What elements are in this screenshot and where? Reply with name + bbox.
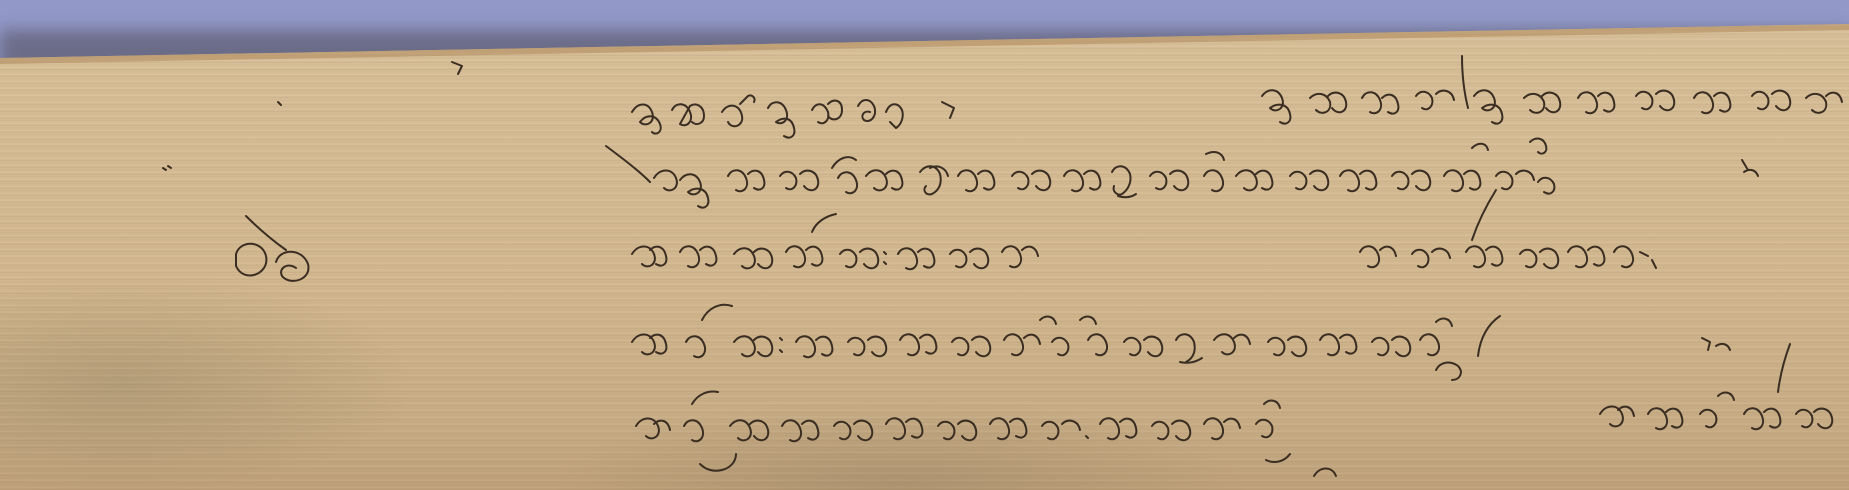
script-line-3	[632, 190, 1656, 269]
script-line-2	[606, 139, 1758, 208]
script-line-5	[636, 392, 1832, 477]
page-numeral-glyph	[236, 216, 308, 281]
margin-marks	[163, 62, 462, 170]
script-line-4	[632, 305, 1790, 392]
script-line-1	[632, 56, 1842, 138]
